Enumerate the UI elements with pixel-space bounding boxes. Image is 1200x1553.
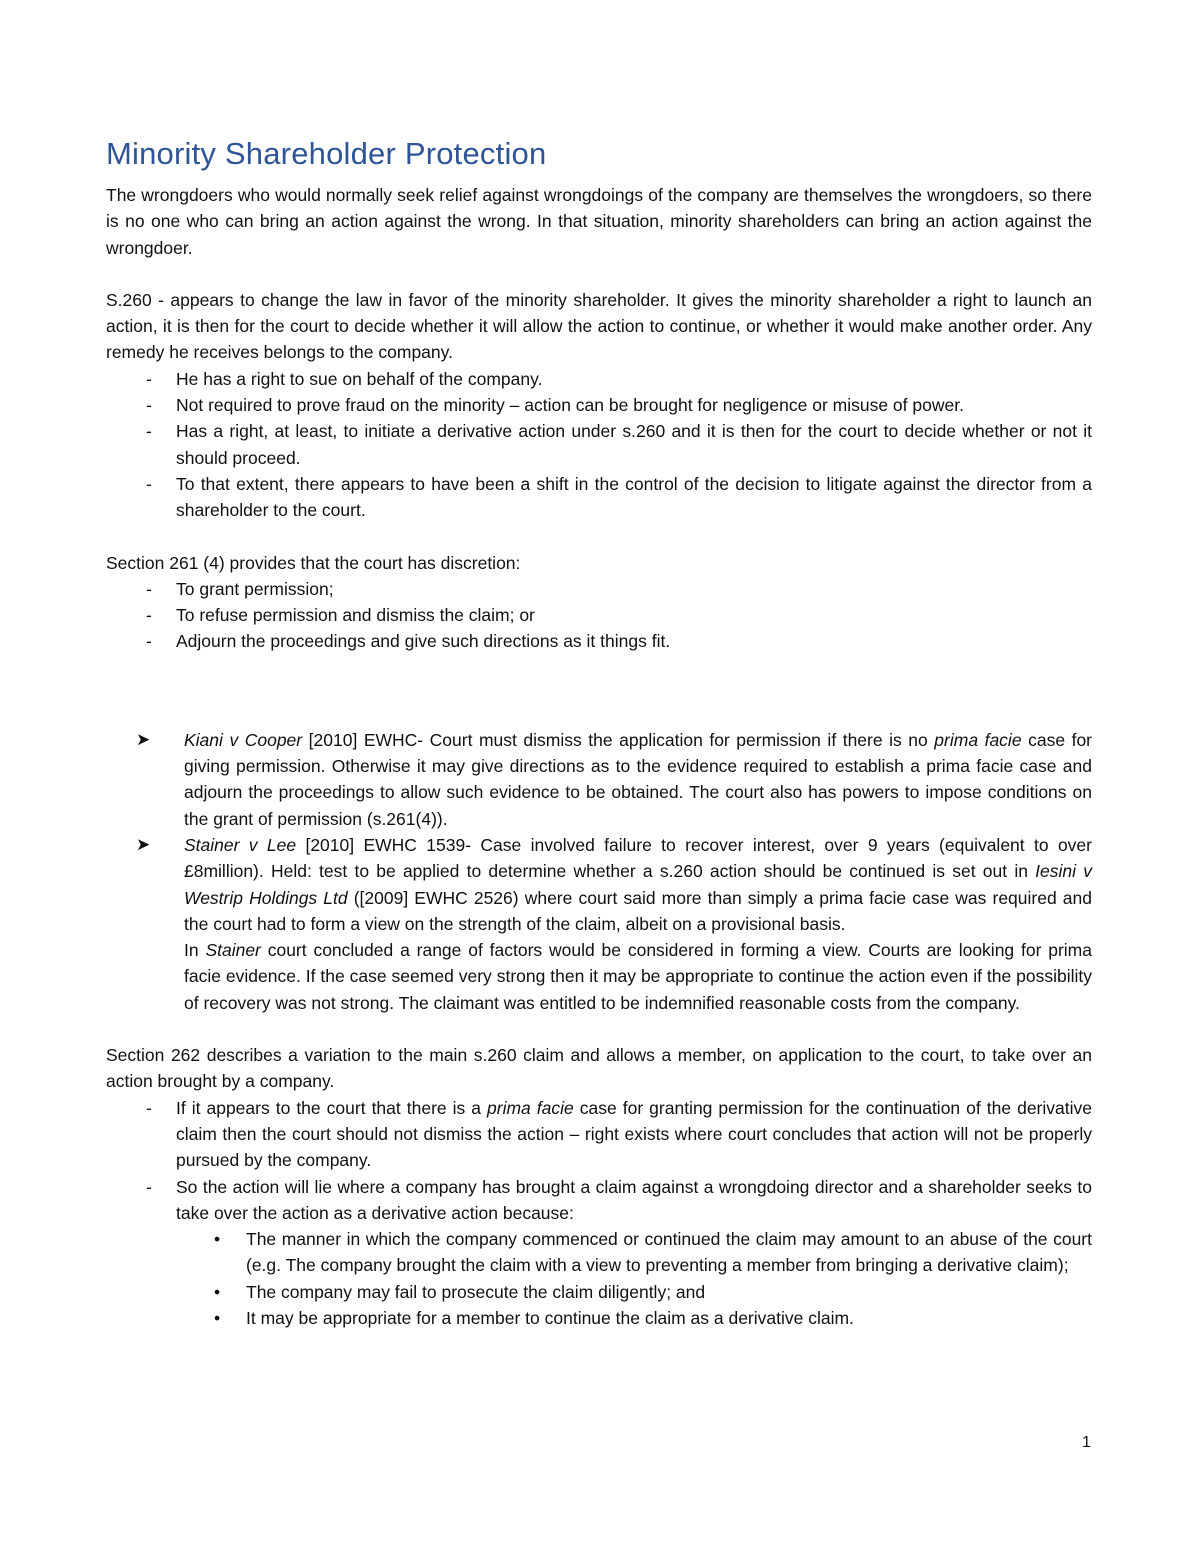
bullet-icon: •	[214, 1307, 221, 1328]
list-item: - Adjourn the proceedings and give such directions as it things fit.	[106, 628, 1092, 654]
case-stainer: ➤ Stainer v Lee [2010] EWHC 1539- Case involved failure to recover interest, over 9 years (equivalent to over £8million). Held: test to be applied to determine whether a s.260 action should be continued is set out in Iesini v Westrip Holdings Ltd ([2009] EWHC 2526) where court said more than simply a prima facie case was required and the court had to form a view on the strength of the claim, albeit on a provisional basis. In Stainer court concluded a range of factors would be considered in forming a view. Courts are looking for prima facie evidence. If the case seemed very strong then it may be appropriate to continue the action even if the possibility of recovery was not strong. The claimant was entitled to be indemnified reasonable costs from the company.	[106, 832, 1092, 1016]
spacer	[106, 1016, 1092, 1042]
s261-list	[106, 576, 1092, 655]
document-title: Minority Shareholder Protection	[106, 136, 547, 171]
list-item: - Has a right, at least, to initiate a derivative action under s.260 and it is then for the court to decide whether or not it should proceed.	[106, 418, 1092, 471]
s262-sub-list	[176, 1226, 1092, 1331]
s260-list	[106, 366, 1092, 524]
sub-list-item: • The manner in which the company commenced or continued the claim may amount to an abuse of the court (e.g. The company brought the claim with a view to preventing a member from bringing a derivative claim);	[176, 1226, 1092, 1279]
arrow-bullet-icon: ➤	[136, 834, 151, 854]
s262-list	[106, 1095, 1092, 1332]
case-list	[106, 727, 1092, 1016]
s261-paragraph: Section 261 (4) provides that the court has discretion:	[106, 552, 521, 573]
list-item: - To that extent, there appears to have been a shift in the control of the decision to litigate against the director from a shareholder to the court.	[106, 471, 1092, 524]
sub-list-item: • The company may fail to prosecute the claim diligently; and	[176, 1279, 1092, 1305]
spacer	[106, 261, 1092, 287]
spacer	[106, 524, 1092, 550]
list-item: - If it appears to the court that there is a prima facie case for granting permission for the continuation of the derivative claim then the court should not dismiss the action – right exists where court concludes that action will not be properly pursued by the company.	[106, 1095, 1092, 1174]
case-name: Iesini v Westrip Holdings Ltd	[184, 861, 1092, 908]
case-name: Stainer v Lee	[184, 834, 297, 855]
document-page	[106, 136, 1092, 1331]
case-kiani: ➤ Kiani v Cooper [2010] EWHC- Court must dismiss the application for permission if there is no prima facie case for giving permission. Otherwise it may give directions as to the evidence required to establish a prima facie case and adjourn the proceedings to allow such evidence to be obtained. The court also has powers to impose conditions on the grant of permission (s.261(4)).	[106, 727, 1092, 832]
stainer-paragraph: In Stainer court concluded a range of factors would be considered in forming a view. Courts are looking for prima facie evidence. If the case seemed very strong then it may be appropriate to continue the action even if the possibility of recovery was not strong. The claimant was entitled to be indemnified reasonable costs from the company.	[184, 940, 1092, 1013]
s260-paragraph: S.260 - appears to change the law in favor of the minority shareholder. It gives the minority shareholder a right to launch an action, it is then for the court to decide whether it will allow the action to continue, or whether it would make another order. Any remedy he receives belongs to the company.	[106, 289, 1092, 363]
case-name: Kiani v Cooper	[184, 729, 303, 750]
list-item: - He has a right to sue on behalf of the company.	[106, 366, 1092, 392]
list-item: - So the action will lie where a company has brought a claim against a wrongdoing director and a shareholder seeks to take over the action as a derivative action because: • The manner in which the company commenced or continued the claim may amount to an abuse of the court (e.g. The company brought the claim with a view to preventing a member from bringing a derivative claim); • The company may fail to prosecute the claim diligently; and • It may be appropriate for a member to continue the claim as a derivative claim.	[106, 1174, 1092, 1332]
list-item: - To refuse permission and dismiss the claim; or	[106, 602, 1092, 628]
page-number: 1	[1082, 1434, 1091, 1451]
intro-paragraph: The wrongdoers who would normally seek relief against wrongdoings of the company are themselves the wrongdoers, so there is no one who can bring an action against the wrong. In that situation, minority shareholders can bring an action against the wrongdoer.	[106, 185, 1092, 258]
list-item: - Not required to prove fraud on the minority – action can be brought for negligence or misuse of power.	[106, 392, 1092, 418]
spacer	[106, 655, 1092, 727]
bullet-icon: •	[214, 1281, 221, 1302]
sub-list-item: • It may be appropriate for a member to continue the claim as a derivative claim.	[176, 1305, 1092, 1331]
arrow-bullet-icon: ➤	[136, 729, 151, 749]
s262-paragraph: Section 262 describes a variation to the main s.260 claim and allows a member, on application to the court, to take over an action brought by a company.	[106, 1045, 1092, 1092]
list-item: - To grant permission;	[106, 576, 1092, 602]
bullet-icon: •	[214, 1229, 221, 1250]
